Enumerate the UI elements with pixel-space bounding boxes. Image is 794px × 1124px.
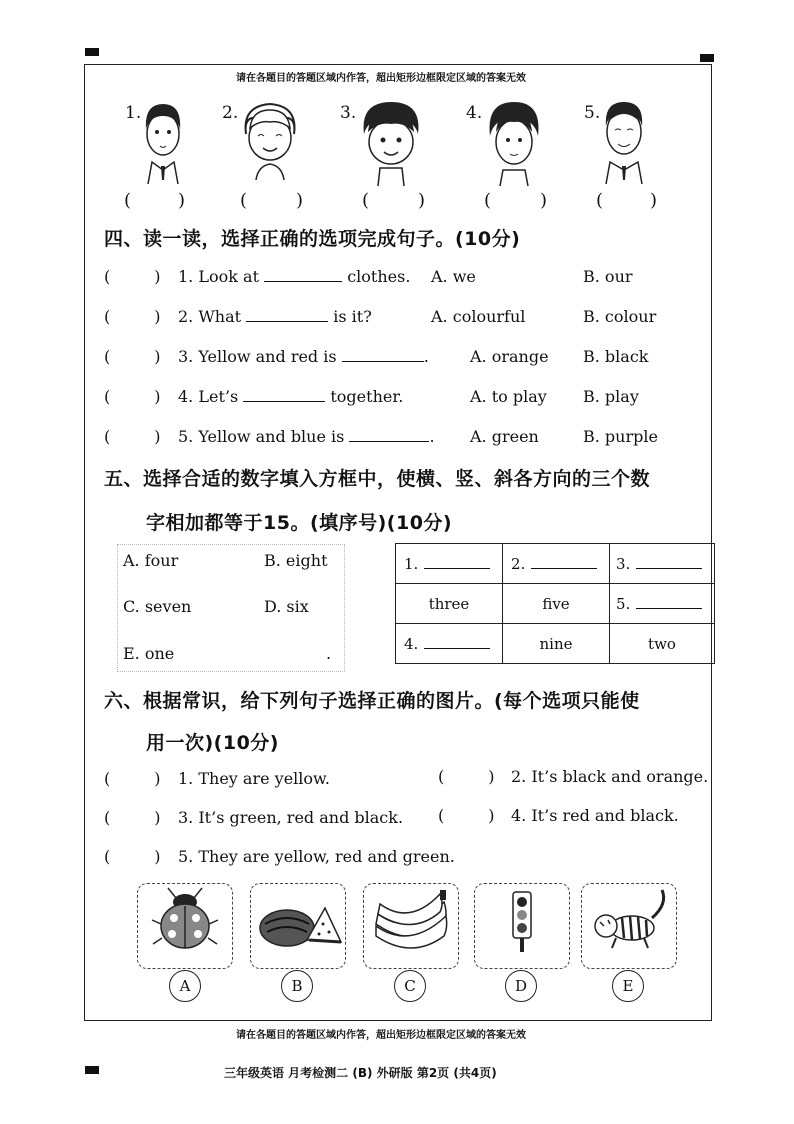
face-answer-4-open: (	[484, 190, 492, 211]
number-option-a: A. four	[123, 551, 179, 570]
notice-top: 请在各题目的答题区域内作答，超出矩形边框限定区域的答案无效	[236, 73, 526, 84]
grid-cell: three	[396, 584, 503, 624]
boy-face-icon	[360, 100, 422, 186]
s4-item-1-option-a: A. we	[431, 267, 476, 286]
s4-item-4-option-a: A. to play	[470, 387, 547, 406]
s4-item-4-option-b: B. play	[583, 387, 639, 406]
s4-item-5-paren: ( )	[104, 427, 161, 446]
picture-label-b: B	[281, 970, 313, 1002]
picture-label-a: A	[169, 970, 201, 1002]
s4-item-3-stem: 3. Yellow and red is .	[178, 347, 429, 366]
s4-item-2-option-a: A. colourful	[431, 307, 526, 326]
s6-item-5: 5. They are yellow, red and green.	[178, 847, 455, 866]
face-answer-2-close: )	[296, 190, 304, 211]
s6-item-4: 4. It’s red and black.	[511, 806, 679, 825]
face-answer-2-open: (	[240, 190, 248, 211]
face-answer-3-close: )	[418, 190, 426, 211]
watermelon-icon	[251, 884, 345, 954]
s6-item-1-paren: ( )	[104, 769, 161, 788]
picture-card-e	[581, 883, 677, 969]
s6-item-2-paren: ( )	[438, 767, 495, 786]
bananas-icon	[364, 884, 458, 954]
s4-item-1-stem: 1. Look at clothes.	[178, 267, 411, 286]
face-answer-4-close: )	[540, 190, 548, 211]
section6-heading-line1: 六、根据常识，给下列句子选择正确的图片。(每个选项只能使	[104, 690, 640, 712]
registration-mark-top-right	[700, 54, 714, 62]
face-number-1: 1.	[125, 103, 142, 123]
face-answer-3-open: (	[362, 190, 370, 211]
picture-card-c	[363, 883, 459, 969]
s6-item-4-paren: ( )	[438, 806, 495, 825]
number-option-d: D. six	[264, 597, 309, 616]
grid-cell[interactable]: 2.	[503, 544, 610, 584]
face-number-4: 4.	[466, 103, 483, 123]
s4-item-3-option-a: A. orange	[470, 347, 549, 366]
s4-item-3-option-b: B. black	[583, 347, 649, 366]
answer-blank[interactable]	[243, 400, 325, 402]
answer-blank[interactable]	[349, 440, 429, 442]
number-option-b: B. eight	[264, 551, 328, 570]
s4-item-1-option-b: B. our	[583, 267, 633, 286]
s4-item-5-option-b: B. purple	[583, 427, 658, 446]
section5-heading-line2: 字相加都等于15。(填序号)(10分)	[146, 512, 453, 534]
s4-item-1-paren: ( )	[104, 267, 161, 286]
s4-item-5-option-a: A. green	[470, 427, 539, 446]
picture-card-a	[137, 883, 233, 969]
answer-blank[interactable]	[264, 280, 342, 282]
grandfather-face-icon	[598, 98, 650, 184]
picture-card-d	[474, 883, 570, 969]
page-footer: 三年级英语 月考检测二 (B) 外研版 第2页 (共4页)	[224, 1066, 497, 1080]
notice-bottom: 请在各题目的答题区域内作答，超出矩形边框限定区域的答案无效	[236, 1030, 526, 1041]
face-number-2: 2.	[222, 103, 239, 123]
registration-mark-bottom-left	[85, 1066, 99, 1074]
ladybug-icon	[138, 884, 232, 954]
s6-item-2: 2. It’s black and orange.	[511, 767, 709, 786]
answer-blank[interactable]	[342, 360, 424, 362]
s4-item-2-option-b: B. colour	[583, 307, 657, 326]
s4-item-4-paren: ( )	[104, 387, 161, 406]
s4-item-4-stem: 4. Let’s together.	[178, 387, 404, 406]
face-number-5: 5.	[584, 103, 601, 123]
s6-item-1: 1. They are yellow.	[178, 769, 330, 788]
s6-item-5-paren: ( )	[104, 847, 161, 866]
s6-item-3-paren: ( )	[104, 808, 161, 827]
tiger-icon	[582, 884, 676, 954]
picture-card-b	[250, 883, 346, 969]
s4-item-3-paren: ( )	[104, 347, 161, 366]
man-face-icon	[138, 100, 188, 184]
face-answer-5-open: (	[596, 190, 604, 211]
answer-blank[interactable]	[246, 320, 328, 322]
registration-mark-top-left	[85, 48, 99, 56]
grid-cell[interactable]: 4.	[396, 624, 503, 664]
s4-item-2-paren: ( )	[104, 307, 161, 326]
picture-label-c: C	[394, 970, 426, 1002]
grid-cell[interactable]: 1.	[396, 544, 503, 584]
section6-heading-line2: 用一次)(10分)	[146, 732, 279, 754]
grid-cell: five	[503, 584, 610, 624]
face-answer-1-close: )	[178, 190, 186, 211]
s4-item-5-stem: 5. Yellow and blue is .	[178, 427, 435, 446]
woman-face-icon	[240, 100, 300, 180]
magic-square-grid	[395, 543, 715, 664]
picture-label-d: D	[505, 970, 537, 1002]
s4-item-2-stem: 2. What is it?	[178, 307, 372, 326]
section5-heading-line1: 五、选择合适的数字填入方框中，使横、竖、斜各方向的三个数	[104, 468, 651, 490]
picture-label-e: E	[612, 970, 644, 1002]
grid-cell[interactable]: 5.	[610, 584, 715, 624]
girl-face-icon	[486, 100, 542, 186]
grid-cell: two	[610, 624, 715, 664]
section4-heading: 四、读一读，选择正确的选项完成句子。(10分)	[104, 228, 521, 250]
number-option-c: C. seven	[123, 597, 192, 616]
grid-cell[interactable]: 3.	[610, 544, 715, 584]
face-answer-1-open: (	[124, 190, 132, 211]
face-number-3: 3.	[340, 103, 357, 123]
dot-mark: .	[326, 644, 332, 663]
face-answer-5-close: )	[650, 190, 658, 211]
number-option-e: E. one	[123, 644, 175, 663]
s6-item-3: 3. It’s green, red and black.	[178, 808, 404, 827]
grid-cell: nine	[503, 624, 610, 664]
traffic-light-icon	[475, 884, 569, 954]
